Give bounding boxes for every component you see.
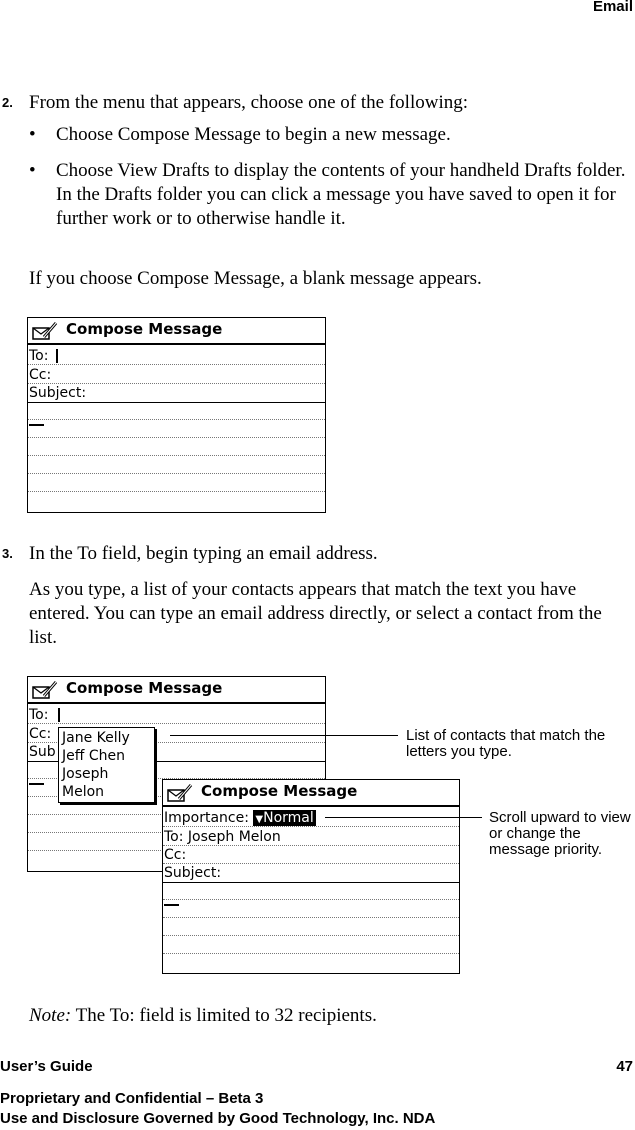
importance-value: Normal	[263, 810, 314, 826]
callout-contacts: List of contacts that match the letters you type.	[406, 727, 606, 760]
contact-suggestion[interactable]: Jeff Chen	[62, 748, 125, 764]
body-rule	[163, 899, 459, 900]
body-rule	[28, 437, 325, 438]
body-rule	[28, 473, 325, 474]
screen-title: Compose Message	[201, 782, 358, 800]
field-rule	[163, 826, 459, 827]
footer-confidential: Proprietary and Confidential – Beta 3	[0, 1090, 264, 1107]
compose-pencil-icon	[32, 321, 58, 341]
step3-intro: In the To field, begin typing an email address.	[29, 543, 378, 564]
body-rule	[28, 455, 325, 456]
bullet-dot: •	[29, 160, 36, 181]
compose-pencil-icon	[167, 783, 193, 803]
note	[29, 1004, 629, 1028]
contact-suggestion[interactable]: Joseph Melon	[62, 766, 109, 800]
bullet-text: Choose View Drafts to display the contents of your handheld Drafts folder. In the Drafts folder you can click a message you have saved to open it for further work or to otherwise handle it.	[56, 160, 626, 229]
page-number: 47	[616, 1058, 633, 1075]
compose-screen-blank	[27, 317, 326, 513]
importance-selector[interactable]	[253, 810, 315, 826]
body-rule	[28, 491, 325, 492]
callout-priority: Scroll upward to view or change the message priority.	[489, 809, 631, 858]
importance-label: Importance:	[164, 810, 249, 826]
callout-leader-contacts	[170, 735, 398, 736]
field-rule	[163, 845, 459, 846]
text-cursor	[56, 349, 58, 363]
body-marker	[29, 424, 44, 426]
title-bar	[28, 677, 325, 704]
compose-screen-importance	[162, 779, 460, 974]
field-rule	[28, 723, 325, 724]
step2-intro: From the menu that appears, choose one of the following:	[29, 92, 469, 113]
note-label: Note:	[29, 1005, 72, 1026]
to-field: To: Joseph Melon	[164, 829, 281, 845]
contact-suggestion-list	[58, 727, 155, 803]
header-divider	[28, 402, 325, 403]
subject-label: Subject:	[164, 865, 222, 881]
body-rule	[163, 917, 459, 918]
cc-label: Cc:	[29, 367, 52, 383]
dropdown-arrow-icon: ▼	[255, 814, 264, 825]
compose-pencil-icon	[32, 680, 58, 700]
to-label: To:	[29, 707, 49, 723]
screen-title: Compose Message	[66, 320, 223, 338]
callout-leader-priority	[325, 817, 482, 818]
subject-label: Subject:	[29, 385, 87, 401]
footer-nda: Use and Disclosure Governed by Good Technology, Inc. NDA	[0, 1110, 436, 1127]
title-bar	[163, 780, 459, 807]
to-label: To:	[29, 348, 49, 364]
bullet-text: Choose Compose Message to begin a new message.	[56, 124, 451, 145]
text-cursor	[58, 708, 60, 722]
body-marker	[164, 904, 179, 906]
body-marker	[29, 783, 44, 785]
bullet-dot: •	[29, 124, 36, 145]
step2-after: If you choose Compose Message, a blank message appears.	[29, 268, 482, 289]
title-bar	[28, 318, 325, 345]
contact-suggestion[interactable]: Jane Kelly	[62, 730, 130, 746]
screen-title: Compose Message	[66, 679, 223, 697]
step-number-3: 3.	[2, 546, 13, 561]
field-rule	[28, 383, 325, 384]
field-rule	[163, 863, 459, 864]
header-divider	[163, 882, 459, 883]
body-rule	[28, 419, 325, 420]
field-rule	[28, 364, 325, 365]
cc-label: Cc:	[29, 726, 52, 742]
note-text: The To: field is limited to 32 recipients.	[75, 1005, 377, 1026]
cc-label: Cc:	[164, 847, 187, 863]
body-rule	[163, 935, 459, 936]
body-rule	[163, 953, 459, 954]
subject-label: Sub	[29, 744, 56, 760]
step3-body: As you type, a list of your contacts appears that match the text you have entered. You can type an email address directly, or select a contact from the list.	[29, 579, 602, 648]
footer-guide-title: User’s Guide	[0, 1058, 93, 1075]
section-header: Email	[592, 0, 633, 15]
step-number-2: 2.	[2, 95, 13, 110]
